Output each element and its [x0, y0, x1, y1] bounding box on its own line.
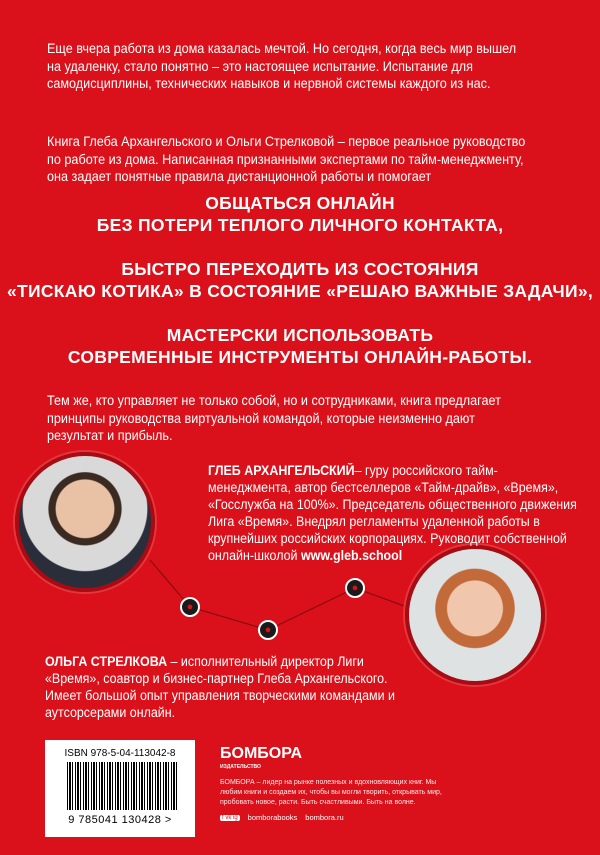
person-icon: ● — [258, 620, 278, 640]
isbn: ISBN 978-5-04-113042-8 — [64, 748, 176, 759]
benefit-line: «ТИСКАЮ КОТИКА» В СОСТОЯНИЕ «РЕШАЮ ВАЖНЫЕ ЗАДАЧИ», — [6, 281, 594, 301]
author2-photo — [405, 545, 545, 685]
author2-bio — [45, 653, 412, 721]
author1-name: ГЛЕБ АРХАНГЕЛЬСКИЙ — [208, 463, 355, 478]
benefit-line: ОБЩАТЬСЯ ОНЛАЙН — [205, 193, 395, 213]
benefit-line: БЫСТРО ПЕРЕХОДИТЬ ИЗ СОСТОЯНИЯ — [121, 259, 479, 279]
benefit-line: МАСТЕРСКИ ИСПОЛЬЗОВАТЬ — [166, 325, 434, 345]
publisher-links — [220, 813, 460, 822]
benefit-line: СОВРЕМЕННЫЕ ИНСТРУМЕНТЫ ОНЛАЙН-РАБОТЫ. — [67, 347, 533, 367]
benefit-line: БЕЗ ПОТЕРИ ТЕПЛОГО ЛИЧНОГО КОНТАКТА, — [96, 215, 504, 235]
social-handle[interactable]: bomborabooks — [247, 813, 298, 822]
publisher-site[interactable]: bombora.ru — [305, 813, 344, 822]
barcode — [45, 740, 195, 837]
publisher-logo: БОМБОРА — [220, 745, 303, 762]
author1-link[interactable]: www.gleb.school — [300, 548, 403, 563]
intro-paragraph-1: Еще вчера работа из дома казалась мечтой. Но сегодня, когда весь мир вышел на удаленку, стало понятно – это настоящее испытание. Испытание для самодисциплины, технических навыков и нервной системы каждого из нас. — [47, 41, 517, 92]
author1-bio-text: – гуру российского тайм-менеджмента, автор бестселлеров «Тайм-драйв», «Время», «Госслужба на 100%». Председатель общественного движения Лига «Время». Внедрял регламенты удаленной работы в крупнейших российских корпорациях. Руководит собственной онлайн-школой — [208, 463, 577, 563]
social-icons: f vk ig — [222, 814, 238, 821]
publisher-block — [220, 745, 460, 822]
author2-name: ОЛЬГА СТРЕЛКОВА — [45, 654, 168, 669]
author1-bio — [208, 462, 580, 564]
person-icon: ● — [180, 597, 200, 617]
publisher-sub: ИЗДАТЕЛЬСТВО — [220, 764, 261, 770]
author2-bio-text: – исполнительный директор Лиги «Время», соавтор и бизнес-партнер Глеба Архангельского. Имеет большой опыт управления творческими командами и аутсорсерами онлайн. — [45, 654, 395, 720]
publisher-about: БОМБОРА – лидер на рынке полезных и вдохновляющих книг. Мы любим книги и создаем их, чтобы вы могли творить, открывать мир, пробовать новое, расти. Быть счастливыми. Быть на волне. — [220, 779, 442, 806]
person-icon: ● — [345, 578, 365, 598]
author1-photo — [15, 452, 155, 592]
intro-paragraph-2: Книга Глеба Архангельского и Ольги Стрелковой – первое реальное руководство по работе из дома. Написанная признанными экспертами по тайм-менеджменту, она задает понятные правила дистанционной работы и помогает — [47, 134, 526, 185]
barcode-bars — [67, 762, 179, 810]
managers-paragraph: Тем же, кто управляет не только собой, но и сотрудниками, книга предлагает принципы руководства виртуальной командой, которые неизменно дают результат и прибыль. — [47, 393, 501, 444]
barcode-digits: 9 785041 130428 > — [68, 814, 172, 826]
